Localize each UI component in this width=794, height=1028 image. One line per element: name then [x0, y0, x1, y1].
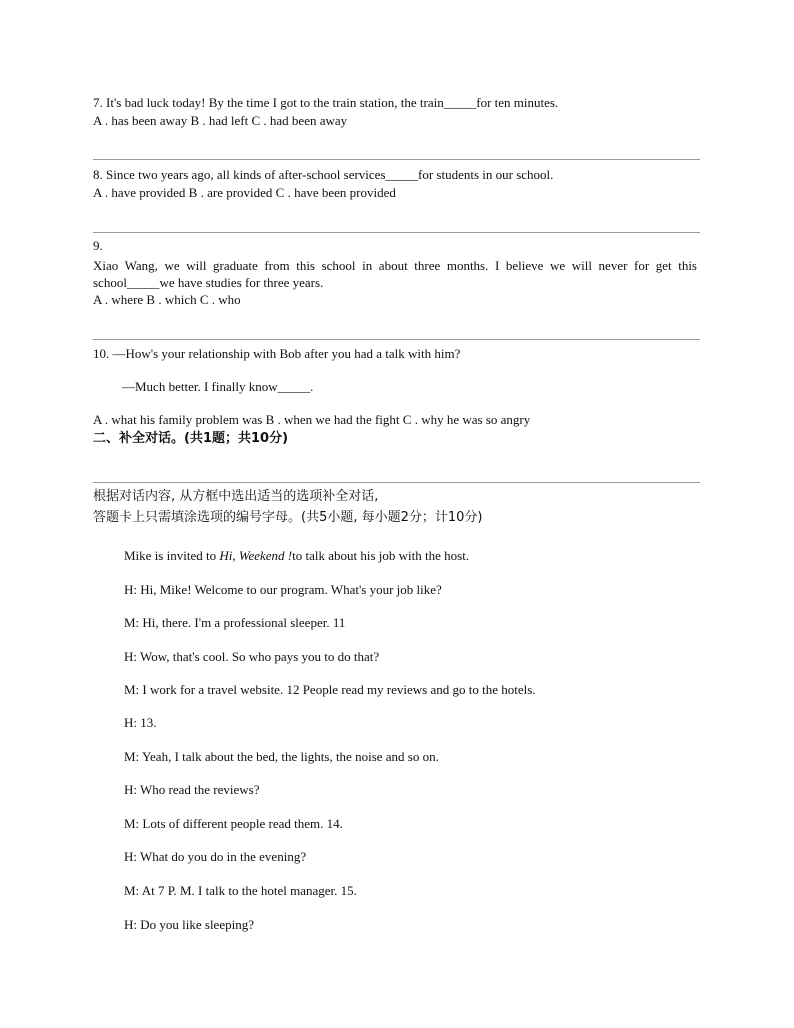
- question-7-options: A . has been away B . had left C . had been away: [93, 113, 348, 128]
- dialogue-line: M: At 7 P. M. I talk to the hotel manager. 15.: [124, 883, 357, 898]
- question-9-options: A . where B . which C . who: [93, 292, 241, 307]
- dialogue-line: M: Lots of different people read them. 14.: [124, 816, 343, 831]
- dialogue-line: H: Do you like sleeping?: [124, 917, 254, 932]
- question-10-stem: 10. —How's your relationship with Bob after you had a talk with him?: [93, 346, 461, 361]
- dialogue-line: M: Hi, there. I'm a professional sleeper. 11: [124, 615, 346, 630]
- dialogue-line: H: What do you do in the evening?: [124, 849, 307, 864]
- question-8-stem: 8. Since two years ago, all kinds of after-school services_____for students in our school.: [93, 167, 554, 182]
- intro-text: to talk about his job with the host.: [292, 548, 470, 563]
- section-instruction-2: 答题卡上只需填涂选项的编号字母。(共5小题, 每小题2分；计10分): [93, 510, 483, 525]
- question-10-reply: —Much better. I finally know_____.: [122, 379, 314, 394]
- question-7-stem: 7. It's bad luck today! By the time I got to the train station, the train_____for ten minutes.: [93, 95, 559, 110]
- section-instruction-1: 根据对话内容, 从方框中选出适当的选项补全对话,: [93, 489, 379, 504]
- divider: [93, 159, 700, 160]
- dialogue-line: H: Who read the reviews?: [124, 782, 260, 797]
- show-name: Hi, Weekend !: [219, 548, 293, 563]
- divider: [93, 482, 700, 483]
- divider: [93, 339, 700, 340]
- dialogue-intro: [124, 548, 469, 564]
- dialogue-line: H: Hi, Mike! Welcome to our program. What's your job like?: [124, 582, 442, 597]
- question-10-options: A . what his family problem was B . when we had the fight C . why he was so angry: [93, 412, 531, 427]
- question-9-stem: Xiao Wang, we will graduate from this school in about three months. I believe we will never for get this school_____we have studies for three years.: [93, 258, 697, 290]
- dialogue-line: M: I work for a travel website. 12 People read my reviews and go to the hotels.: [124, 682, 536, 697]
- question-9-number: 9.: [93, 238, 103, 253]
- dialogue-line: H: Wow, that's cool. So who pays you to do that?: [124, 649, 380, 664]
- question-8-options: A . have provided B . are provided C . have been provided: [93, 185, 396, 200]
- dialogue-line: M: Yeah, I talk about the bed, the lights, the noise and so on.: [124, 749, 439, 764]
- intro-text: Mike is invited to: [124, 548, 220, 563]
- divider: [93, 232, 700, 233]
- section-heading: 二、补全对话。(共1题；共10分): [93, 431, 289, 446]
- dialogue-line: H: 13.: [124, 715, 157, 730]
